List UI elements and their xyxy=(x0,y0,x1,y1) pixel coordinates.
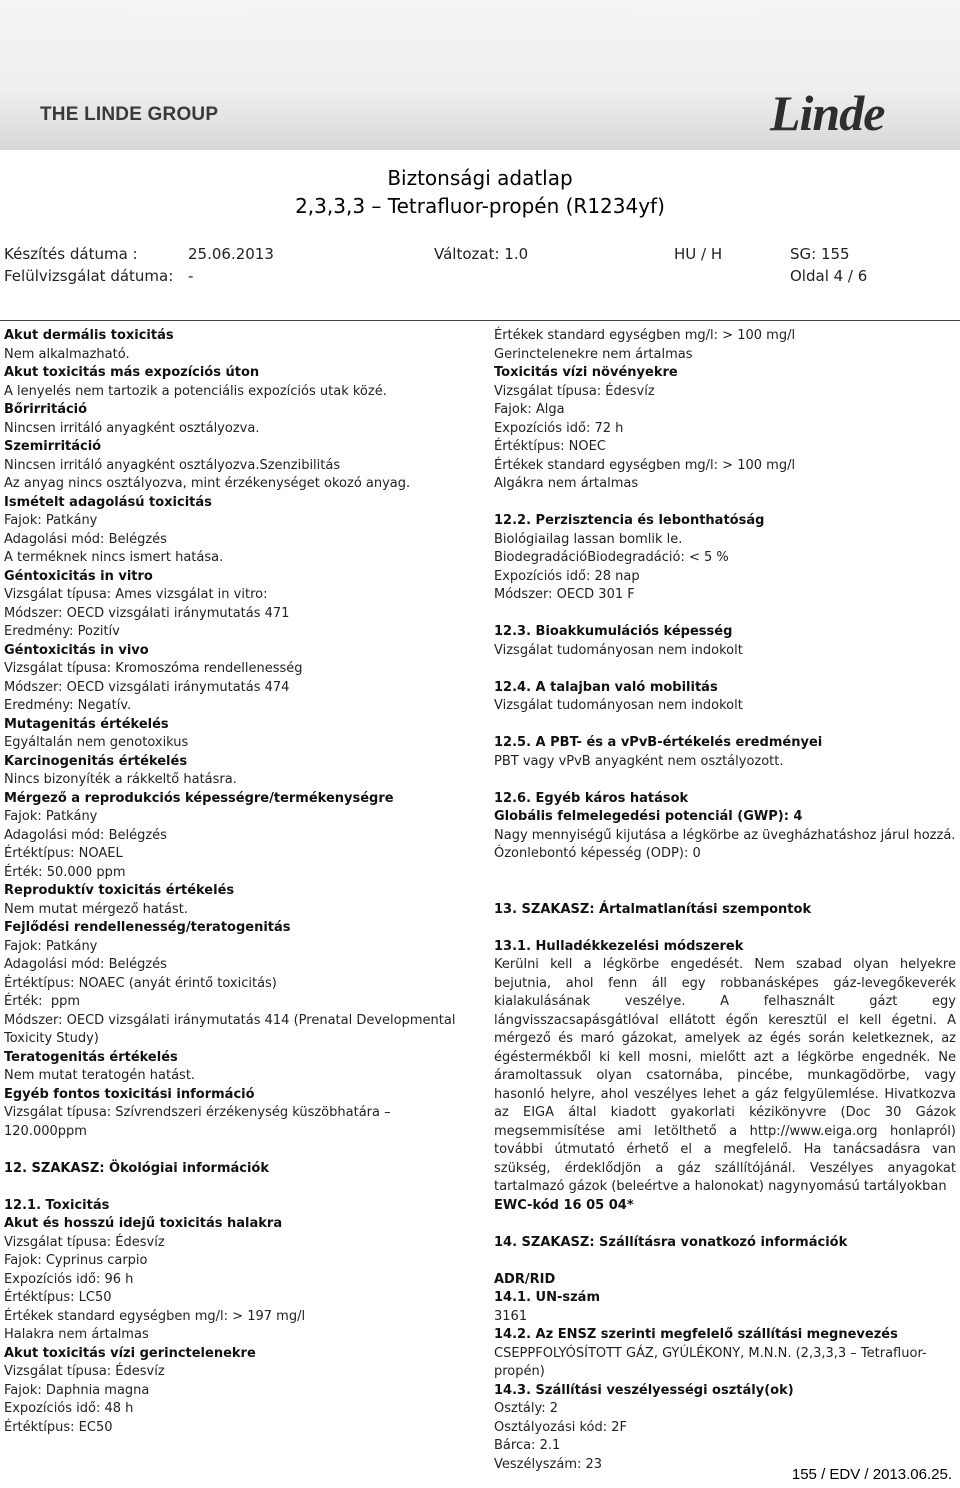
text-line: Gerinctelenekre nem ártalmas xyxy=(494,346,693,362)
right-column-top xyxy=(494,327,956,956)
section-heading: Toxicitás vízi növényekre xyxy=(494,365,678,380)
text-line: Expozíciós idő: 48 h xyxy=(4,1401,134,1416)
text-line: Nem mutat teratogén hatást. xyxy=(4,1068,196,1083)
section-heading: 12. SZAKASZ: Ökológiai információk xyxy=(4,1160,270,1176)
text-line: Vizsgálat típusa: Édesvíz xyxy=(4,1234,165,1250)
text-line: Értékek standard egységben mg/l: > 197 mg/l xyxy=(4,1308,306,1324)
text-line: Vizsgálat típusa: Kromoszóma rendellenesség xyxy=(4,661,303,676)
linde-group-logo: THE LINDE GROUP xyxy=(40,104,219,125)
text-line: Módszer: OECD 301 F xyxy=(494,587,635,602)
section-heading: Bőrirritáció xyxy=(4,402,88,417)
language-code: HU / H xyxy=(674,245,723,263)
text-line: Értéktípus: NOEC xyxy=(494,439,606,454)
document-subtitle: 2,3,3,3 – Tetrafluor-propén (R1234yf) xyxy=(295,194,665,218)
text-line: Módszer: OECD vizsgálati iránymutatás 474 xyxy=(4,679,290,695)
text-line: Értéktípus: NOAEL xyxy=(4,846,123,861)
blank-line xyxy=(4,1178,474,1197)
section-heading: EWC-kód 16 05 04* xyxy=(494,1197,634,1213)
section-heading: 13. SZAKASZ: Ártalmatlanítási szempontok xyxy=(494,901,812,917)
text-line: Veszélyszám: 23 xyxy=(494,1456,603,1472)
text-line: Módszer: OECD vizsgálati iránymutatás 414 (Prenatal Developmental xyxy=(4,1012,456,1028)
text-line: Fajok: Alga xyxy=(494,402,565,417)
text-line: Expozíciós idő: 96 h xyxy=(4,1271,134,1287)
right-column xyxy=(494,327,960,1474)
text-line: Értéktípus: NOAEC (anyát érintő toxicitás) xyxy=(4,975,277,991)
created-label: Készítés dátuma : xyxy=(4,245,138,263)
text-line: Érték: 50.000 ppm xyxy=(4,864,126,880)
footer-reference: 155 / EDV / 2013.06.25. xyxy=(791,1466,952,1483)
text-line: Fajok: Daphnia magna xyxy=(4,1382,150,1398)
blank-line xyxy=(494,605,956,624)
section-heading: Karcinogenitás értékelés xyxy=(4,753,188,769)
section-heading: Globális felmelegedési potenciál (GWP): 4 xyxy=(494,809,803,824)
blank-line xyxy=(494,1252,956,1271)
text-line: CSEPPFOLYÓSÍTOTT GÁZ, GYÚLÉKONY, M.N.N. (2,3,3,3 – Tetrafluor-propén) xyxy=(494,1345,927,1379)
text-line: Értéktípus: LC50 xyxy=(4,1290,112,1305)
blank-line xyxy=(494,1215,956,1234)
text-line: BiodegradációBiodegradáció: < 5 % xyxy=(494,550,729,565)
text-line: Fajok: Patkány xyxy=(4,809,98,824)
blank-line xyxy=(494,864,956,883)
version: Változat: 1.0 xyxy=(434,245,529,263)
text-line: Biológiailag lassan bomlik le. xyxy=(494,531,683,547)
text-line: Vizsgálat típusa: Édesvíz xyxy=(4,1364,165,1379)
section-heading: 14.2. Az ENSZ szerinti megfelelő szállítási megnevezés xyxy=(494,1327,898,1342)
text-line: Osztályozási kód: 2F xyxy=(494,1419,627,1435)
text-line: Algákra nem ártalmas xyxy=(494,476,639,491)
text-line: Vizsgálat tudományosan nem indokolt xyxy=(494,698,743,713)
text-line: Fajok: Cyprinus carpio xyxy=(4,1253,148,1268)
section-heading: Teratogenitás értékelés xyxy=(4,1049,178,1065)
text-line: Adagolási mód: Belégzés xyxy=(4,827,167,843)
review-label: Felülvizsgálat dátuma: xyxy=(4,267,174,285)
text-line: 3161 xyxy=(494,1308,528,1324)
section-heading: Reproduktív toxicitás értékelés xyxy=(4,883,235,898)
blank-line xyxy=(494,494,956,513)
sg-number: SG: 155 xyxy=(790,245,850,263)
text-line: Érték: ppm xyxy=(4,994,80,1009)
blank-line xyxy=(494,919,956,938)
blank-line xyxy=(494,771,956,790)
section-heading: Akut toxicitás vízi gerinctelenekre xyxy=(4,1345,256,1361)
text-line: Nem mutat mérgező hatást. xyxy=(4,901,188,917)
section-heading: 12.5. A PBT- és a vPvB-értékelés eredményei xyxy=(494,735,823,750)
text-line: Módszer: OECD vizsgálati iránymutatás 471 xyxy=(4,605,290,621)
text-line: PBT vagy vPvB anyagként nem osztályozott. xyxy=(494,753,784,769)
linde-brand-logo: Linde xyxy=(770,85,885,141)
text-line: Fajok: Patkány xyxy=(4,513,98,528)
text-line: Expozíciós idő: 72 h xyxy=(494,420,624,436)
text-line: Vizsgálat típusa: Édesvíz xyxy=(494,383,655,399)
text-line: Egyáltalán nem genotoxikus xyxy=(4,735,189,750)
text-line: Nincs bizonyíték a rákkeltő hatásra. xyxy=(4,772,237,787)
section-heading: Akut és hosszú idejű toxicitás halakra xyxy=(4,1216,283,1231)
text-line: Eredmény: Negatív. xyxy=(4,698,132,713)
blank-line xyxy=(494,716,956,735)
text-line: Toxicity Study) xyxy=(4,1031,99,1046)
section-heading: 12.6. Egyéb káros hatások xyxy=(494,790,689,806)
section-heading: 14. SZAKASZ: Szállításra vonatkozó információk xyxy=(494,1234,848,1250)
section-heading: Akut toxicitás más expozíciós úton xyxy=(4,365,260,380)
section-heading: Fejlődési rendellenesség/teratogenitás xyxy=(4,920,291,935)
section-heading: Ismételt adagolású toxicitás xyxy=(4,494,212,510)
text-line: Ózonlebontó képesség (ODP): 0 xyxy=(494,846,701,861)
section-heading: 14.3. Szállítási veszélyességi osztály(ok) xyxy=(494,1382,794,1398)
text-line: Nem alkalmazható. xyxy=(4,346,130,362)
section-heading: 12.1. Toxicitás xyxy=(4,1197,110,1213)
waste-paragraph: Kerülni kell a légkörbe engedését. Nem szabad olyan helyekre bejutnia, ahol fenn áll egy robbanásképes gáz-levegőkeverék kialakulásának veszélye. A felhasznált gázt egy lángvisszacsapásgátlóval ellátott égőn keresztül el kell égetni. A mérgező és maró gázokat, amelyek az égés során keletkeznek, az égéstermékből ki kell mosni, mielőtt azt a légkörbe engednék. Ne áramoltassuk olyan csatornába, pincébe, munkagödörbe, vagy hasonló helyre, ahol veszélyes lehet a gáz felgyülemlése. Hivatkozva az EIGA által kiadott gyakorlati kézikönyvre (Doc 30 Gázok megsemmisítése ami letölthető a http://www.eiga.org honlapról) további útmutató érhető el a megfelelő. Ha tanácsadásra van szükség, érdeklődjön a gáz szállítójánál. Veszélyes anyagokat tartalmazó gázok (beleértve a halonokat) nagynyomású tartályokban xyxy=(494,957,960,1194)
blank-line xyxy=(494,660,956,679)
text-line: Nagy mennyiségű kijutása a légkörbe az üvegházhatáshoz járul hozzá. xyxy=(494,827,956,843)
section-heading: 12.4. A talajban való mobilitás xyxy=(494,679,718,695)
text-line: Bárca: 2.1 xyxy=(494,1438,561,1453)
section-heading: Egyéb fontos toxicitási információ xyxy=(4,1086,255,1102)
section-heading: 14.1. UN-szám xyxy=(494,1290,600,1305)
text-line: Nincsen irritáló anyagként osztályozva.Szenzibilitás xyxy=(4,457,341,473)
document-title: Biztonsági adatlap xyxy=(387,166,573,190)
text-line: Halakra nem ártalmas xyxy=(4,1327,149,1342)
section-heading: 12.2. Perzisztencia és lebonthatóság xyxy=(494,513,765,528)
text-line: Osztály: 2 xyxy=(494,1401,559,1416)
text-line: Vizsgálat típusa: Szívrendszeri érzékenység küszöbhatára – 120.000ppm xyxy=(4,1105,395,1139)
section-heading: 12.3. Bioakkumulációs képesség xyxy=(494,624,733,639)
left-column xyxy=(4,327,474,1437)
text-line: Fajok: Patkány xyxy=(4,938,98,954)
text-line: Értékek standard egységben mg/l: > 100 mg/l xyxy=(494,328,796,343)
text-line: Értéktípus: EC50 xyxy=(4,1419,113,1435)
text-line: Nincsen irritáló anyagként osztályozva. xyxy=(4,420,260,436)
header-divider xyxy=(0,320,960,321)
created-value: 25.06.2013 xyxy=(188,245,274,263)
blank-line xyxy=(4,1141,474,1160)
section-heading: Géntoxicitás in vivo xyxy=(4,642,149,658)
text-line: Expozíciós idő: 28 nap xyxy=(494,568,640,584)
text-line: Adagolási mód: Belégzés xyxy=(4,531,167,547)
right-column-bottom xyxy=(494,1197,956,1475)
page-number: Oldal 4 / 6 xyxy=(790,267,868,285)
section-heading: Akut dermális toxicitás xyxy=(4,328,174,343)
section-heading: ADR/RID xyxy=(494,1271,556,1287)
text-line: Vizsgálat tudományosan nem indokolt xyxy=(494,642,743,658)
review-value: - xyxy=(188,267,194,285)
text-line: Adagolási mód: Belégzés xyxy=(4,957,167,972)
section-heading: Szemirritáció xyxy=(4,439,102,454)
text-line: Értékek standard egységben mg/l: > 100 mg/l xyxy=(494,457,796,473)
section-heading: Mérgező a reprodukciós képességre/termékenységre xyxy=(4,790,394,806)
text-line: A lenyelés nem tartozik a potenciális expozíciós utak közé. xyxy=(4,383,387,399)
text-line: Eredmény: Pozitív xyxy=(4,624,120,639)
section-heading: 13.1. Hulladékkezelési módszerek xyxy=(494,938,744,954)
text-line: A terméknek nincs ismert hatása. xyxy=(4,550,224,565)
section-heading: Mutagenitás értékelés xyxy=(4,716,169,732)
blank-line xyxy=(494,882,956,901)
text-line: Az anyag nincs osztályozva, mint érzékenységet okozó anyag. xyxy=(4,476,411,491)
section-heading: Géntoxicitás in vitro xyxy=(4,568,153,584)
text-line: Vizsgálat típusa: Ames vizsgálat in vitro: xyxy=(4,587,268,602)
